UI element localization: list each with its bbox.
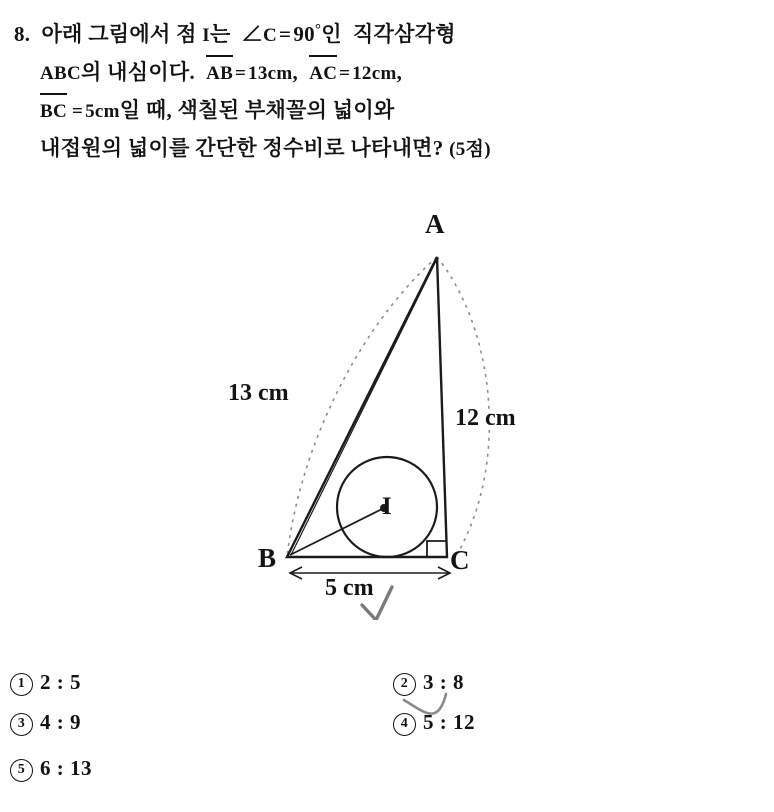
triangle-edge-ab-shadow: [291, 261, 436, 555]
choice-4-label: 5 : 12: [423, 710, 475, 734]
pencil-mark-choice-4: [400, 690, 470, 742]
side-label-ac: 12 cm: [455, 405, 516, 431]
triangle-abc: [287, 257, 447, 557]
question-line-2: ABC의 내심이다. AB = 13cm, AC = 12cm,: [14, 54, 762, 92]
question-line-1-text: 아래 그림에서 점 I는 ∠C = 90°인 직각삼각형: [35, 22, 456, 46]
question-line-1: [14, 12, 762, 54]
choice-1[interactable]: [10, 670, 81, 696]
vertex-label-b: B: [258, 543, 277, 573]
segment-ab: AB: [206, 55, 233, 92]
answer-choices: [10, 648, 770, 798]
choice-1-label: 2 : 5: [40, 670, 81, 694]
choice-3[interactable]: [10, 710, 81, 736]
incenter-label: I: [382, 493, 392, 520]
segment-bc: BC: [40, 93, 67, 130]
segment-ac: AC: [309, 55, 337, 92]
right-angle-mark: [427, 541, 447, 557]
choice-5-label: 6 : 13: [40, 756, 92, 780]
side-label-bc: 5 cm: [325, 575, 374, 601]
geometry-figure: [0, 205, 774, 620]
vertex-label-a: A: [425, 209, 445, 239]
choice-3-number: 3: [10, 713, 33, 736]
question-line-3: BC = 5cm일 때, 색칠된 부채꼴의 넓이와: [14, 92, 762, 130]
choice-5-number: 5: [10, 759, 33, 782]
question-number: 8.: [14, 22, 31, 46]
vertex-label-c: C: [450, 545, 470, 575]
figure-svg: [0, 205, 774, 620]
side-label-ab: 13 cm: [228, 380, 289, 406]
choice-2-number: 2: [393, 673, 416, 696]
question-points: (5점): [449, 139, 491, 160]
choice-2-label: 3 : 8: [423, 670, 464, 694]
pencil-stroke: [404, 694, 446, 714]
triangle-name: ABC: [40, 63, 82, 84]
choice-4-number: 4: [393, 713, 416, 736]
choice-3-label: 4 : 9: [40, 710, 81, 734]
question-text-block: [14, 12, 762, 168]
choice-5[interactable]: [10, 756, 92, 782]
question-line-4: 내접원의 넓이를 간단한 정수비로 나타내면? (5점): [40, 136, 491, 160]
choice-1-number: 1: [10, 673, 33, 696]
